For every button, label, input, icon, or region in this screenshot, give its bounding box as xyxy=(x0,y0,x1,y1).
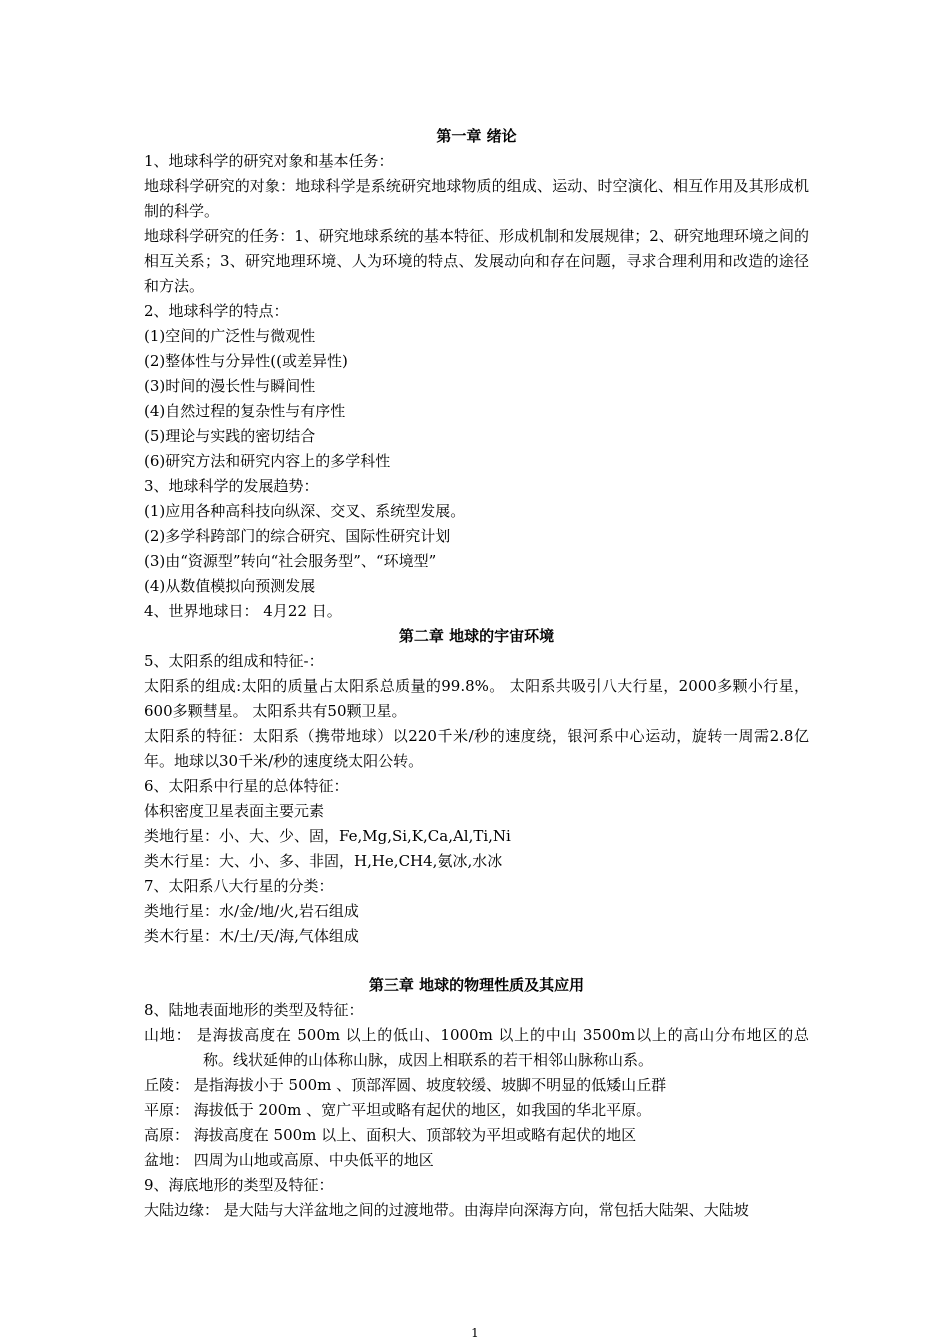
landform-basin: 盆地： 四周为山地或高原、中央低平的地区 xyxy=(144,1151,434,1169)
question-8: 8、陆地表面地形的类型及特征： xyxy=(144,1001,364,1019)
solar-characteristics: 太阳系的特征：太阳系（携带地球）以220千米/秒的速度绕，银河系中心运动，旋转一周需2.8亿年。地球以30千米/秒的速度绕太阳公转。 xyxy=(144,727,809,770)
question-4: 4、世界地球日： 4月22 日。 xyxy=(144,602,342,620)
jovian-classification: 类木行星：木/土/天/海,气体组成 xyxy=(144,927,359,945)
trend-item: (3)由“资源型”转向“社会服务型”、“环境型” xyxy=(144,552,437,570)
research-task: 地球科学研究的任务：1、研究地球系统的基本特征、形成机制和发展规律；2、研究地理环境之间的相互关系；3、研究地理环境、人为环境的特点、发展动向和存在问题，寻求合理利用和改造的途径和方法。 xyxy=(144,227,809,295)
trend-item: (2)多学科跨部门的综合研究、国际性研究计划 xyxy=(144,527,451,545)
feature-item: (4)自然过程的复杂性与有序性 xyxy=(144,402,346,420)
feature-item: (6)研究方法和研究内容上的多学科性 xyxy=(144,452,391,470)
landform-plain: 平原： 海拔低于 200m 、宽广平坦或略有起伏的地区，如我国的华北平原。 xyxy=(144,1101,652,1119)
landform-mountain: 山地： 是海拔高度在 500m 以上的低山、1000m 以上的中山 3500m以上的高山分布地区的总称。线状延伸的山体称山脉，成因上相联系的若干相邻山脉称山系。 xyxy=(144,1026,809,1069)
chapter-3-title: 第三章 地球的物理性质及其应用 xyxy=(368,976,585,994)
landform-hills: 丘陵： 是指海拔小于 500m 、顶部浑圆、坡度较缓、坡脚不明显的低矮山丘群 xyxy=(144,1076,667,1094)
feature-item: (3)时间的漫长性与瞬间性 xyxy=(144,377,316,395)
question-5: 5、太阳系的组成和特征-： xyxy=(144,652,324,670)
jovian-features: 类木行星：大、小、多、非固，H,He,CH4,氨冰,水冰 xyxy=(144,852,503,870)
chapter-1-title: 第一章 绪论 xyxy=(436,127,517,145)
question-9: 9、海底地形的类型及特征： xyxy=(144,1176,334,1194)
page-number: 1 xyxy=(471,1326,479,1340)
landform-plateau: 高原： 海拔高度在 500m 以上、面积大、顶部较为平坦或略有起伏的地区 xyxy=(144,1126,637,1144)
feature-item: (2)整体性与分异性((或差异性) xyxy=(144,352,348,370)
chapter-2-title: 第二章 地球的宇宙环境 xyxy=(398,627,555,645)
trend-item: (1)应用各种高科技向纵深、交叉、系统型发展。 xyxy=(144,502,466,520)
research-object: 地球科学研究的对象：地球科学是系统研究地球物质的组成、运动、时空演化、相互作用及其形成机制的科学。 xyxy=(144,177,809,220)
page-content xyxy=(144,124,809,1223)
question-7: 7、太阳系八大行星的分类： xyxy=(144,877,334,895)
feature-item: (1)空间的广泛性与微观性 xyxy=(144,327,316,345)
question-2: 2、地球科学的特点： xyxy=(144,302,289,320)
terrestrial-classification: 类地行星：水/金/地/火,岩石组成 xyxy=(144,902,359,920)
terrestrial-features: 类地行星：小、大、少、固，Fe,Mg,Si,K,Ca,Al,Ti,Ni xyxy=(144,827,511,845)
continental-margin: 大陆边缘： 是大陆与大洋盆地之间的过渡地带。由海岸向深海方向，常包括大陆架、大陆坡 xyxy=(144,1201,749,1219)
question-6: 6、太阳系中行星的总体特征： xyxy=(144,777,349,795)
solar-composition: 太阳系的组成:太阳的质量占太阳系总质量的99.8%。 太阳系共吸引八大行星，2000多颗小行星，600多颗彗星。 太阳系共有50颗卫星。 xyxy=(144,677,809,720)
spacer xyxy=(144,949,809,973)
question-1: 1、地球科学的研究对象和基本任务： xyxy=(144,152,394,170)
planet-feature-header: 体积密度卫星表面主要元素 xyxy=(144,802,325,820)
question-3: 3、地球科学的发展趋势： xyxy=(144,477,319,495)
feature-item: (5)理论与实践的密切结合 xyxy=(144,427,316,445)
trend-item: (4)从数值模拟向预测发展 xyxy=(144,577,316,595)
